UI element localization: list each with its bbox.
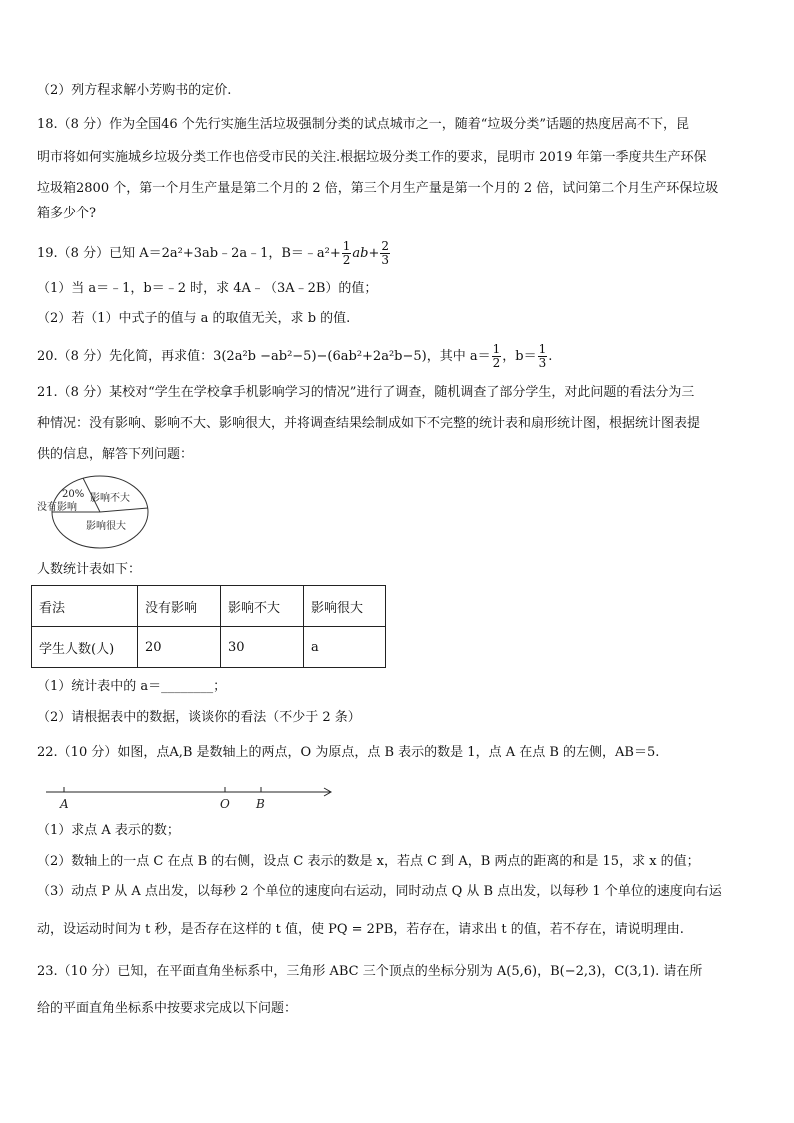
label-a: A: [60, 797, 69, 811]
q19-frac2-num: 2: [381, 239, 390, 253]
q19-fraction-2: [380, 240, 390, 267]
pie-chart: [34, 474, 149, 554]
q22-part3-line2: 动，设运动时间为 t 秒，是否存在这样的 t 值，使 PQ = 2PB，若存在，请求出 t 的值，若不存在，请说明理由.: [37, 922, 684, 937]
q19-part1: （1）当 a＝﹣1，b＝﹣2 时，求 4A﹣（3A﹣2B）的值；: [37, 281, 378, 296]
q22-stem: 22.（10 分）如图，点A,B 是数轴上的两点，O 为原点，点 B 表示的数是 1，点 A 在点 B 的左侧，AB＝5.: [37, 745, 660, 760]
pie-divider-3: [100, 508, 148, 512]
table-header-cell: 影响很大: [304, 586, 386, 627]
q19-plus: +: [368, 246, 380, 261]
q22-part1: （1）求点 A 表示的数；: [37, 823, 180, 838]
q23-line2: 给的平面直角坐标系中按要求完成以下问题：: [37, 1001, 298, 1016]
label-b: B: [256, 797, 265, 811]
table-row: [32, 627, 386, 668]
label-o: O: [220, 797, 230, 811]
q18-line4: 箱多少个?: [37, 206, 96, 221]
q17-part2: （2）列方程求解小芳购书的定价.: [37, 83, 232, 98]
number-line: [44, 782, 339, 812]
stat-table: [31, 585, 386, 668]
q21-part1: （1）统计表中的 a＝________；: [37, 679, 227, 694]
q19-frac1-den: 2: [342, 253, 351, 267]
table-cell: 30: [221, 627, 304, 668]
q20-b-den: 3: [538, 356, 547, 370]
q18-line3: 垃圾箱2800 个，第一个月生产量是第二个月的 2 倍，第三个月生产量是第一个月的 2 倍，试问第二个月生产环保垃圾: [37, 181, 719, 196]
q19-part2: （2）若（1）中式子的值与 a 的取值无关，求 b 的值.: [37, 311, 351, 326]
q20-a-den: 2: [492, 356, 501, 370]
pie-percent-label: 20%: [62, 489, 85, 500]
q21-line1: 21.（8 分）某校对“学生在学校拿手机影响学习的情况”进行了调查，随机调查了部分学生，对此问题的看法分为三: [37, 385, 695, 400]
q21-line2: 种情况：没有影响、影响不大、影响很大，并将调查结果绘制成如下不完整的统计表和扇形统计图，根据统计图表提: [37, 416, 701, 431]
q20-b-label: ，b＝: [502, 349, 537, 364]
q21-table-title: 人数统计表如下：: [37, 562, 142, 577]
q21-line3: 供的信息，解答下列问题：: [37, 447, 194, 462]
q19-fraction-1: [342, 240, 352, 267]
q22-part2: （2）数轴上的一点 C 在点 B 的右侧，设点 C 表示的数是 x，若点 C 到 A，B 两点的距离的和是 15，求 x 的值；: [37, 854, 700, 869]
q20-b-fraction: [538, 343, 548, 370]
question-20: [37, 343, 552, 370]
table-cell: a: [304, 627, 386, 668]
table-header-cell: 没有影响: [138, 586, 221, 627]
q19-frac1-num: 1: [342, 239, 351, 253]
q20-a-num: 1: [492, 342, 501, 356]
table-cell: 20: [138, 627, 221, 668]
table-header-cell: 看法: [32, 586, 138, 627]
pie-label-small: 影响不大: [90, 493, 130, 504]
pie-label-big: 影响很大: [86, 521, 126, 532]
q23-line1: 23.（10 分）已知，在平面直角坐标系中，三角形 ABC 三个顶点的坐标分别为 A(5,6)，B(−2,3)，C(3,1). 请在所: [37, 964, 703, 979]
q20-b-num: 1: [538, 342, 547, 356]
q20-end: .: [548, 349, 553, 364]
q19-ab: ab: [352, 246, 369, 261]
q19-stem: [37, 240, 391, 267]
table-header-cell: 影响不大: [221, 586, 304, 627]
q18-line2: 明市将如何实施城乡垃圾分类工作也倍受市民的关注.根据垃圾分类工作的要求，昆明市 2019 年第一季度共生产环保: [37, 150, 707, 165]
q21-part2: （2）请根据表中的数据，谈谈你的看法（不少于 2 条）: [37, 710, 361, 725]
table-header-row: [32, 586, 386, 627]
q20-stem: 20.（8 分）先化简，再求值：3(2a²b −ab²−5)−(6ab²+2a²b−5)，其中 a＝: [37, 349, 491, 364]
q22-part3-line1: （3）动点 P 从 A 点出发，以每秒 2 个单位的速度向右运动，同时动点 Q 从 B 点出发，以每秒 1 个单位的速度向右运: [37, 884, 722, 899]
table-cell: 学生人数(人): [32, 627, 138, 668]
pie-label-none: 没有影响: [37, 502, 77, 513]
q18-line1: 18.（8 分）作为全国46 个先行实施生活垃圾强制分类的试点城市之一，随着“垃圾分类”话题的热度居高不下，昆: [37, 117, 690, 132]
q19-frac2-den: 3: [381, 253, 390, 267]
q20-a-fraction: [492, 343, 502, 370]
q19-stem-text: 19.（8 分）已知 A＝2a²+3ab﹣2a﹣1，B＝﹣a²+: [37, 246, 341, 261]
